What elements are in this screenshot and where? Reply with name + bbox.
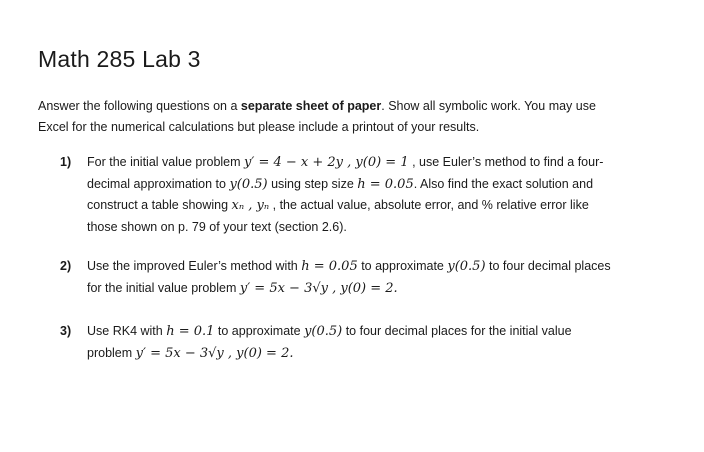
math-expression: y′ = 5x − 3√y , y(0) = 2. <box>239 280 398 296</box>
question-text: problem <box>87 345 136 360</box>
question-text: to four decimal places for the initial value <box>342 324 572 338</box>
question-number: 2) <box>60 259 72 273</box>
question-body <box>87 321 682 364</box>
question-text: Use the improved Euler’s method with <box>87 259 302 273</box>
question-text: to approximate <box>214 324 305 338</box>
instructions-text: Answer the following questions on a <box>38 99 241 113</box>
math-expression: y′ = 4 − x + 2y , y(0) = 1 <box>244 155 409 170</box>
question-number: 3) <box>60 324 72 338</box>
question-text: construct a table showing <box>87 198 232 212</box>
question-text: Use RK4 with <box>87 324 167 338</box>
math-expression: y(0.5) <box>447 259 486 274</box>
math-expression: y′ = 5x − 3√y , y(0) = 2. <box>135 345 294 361</box>
question-body <box>87 256 682 299</box>
question-body <box>87 152 682 237</box>
instructions-line-2: Excel for the numerical calculations but please include a printout of your results. <box>38 120 480 134</box>
question-line: those shown on p. 79 of your text (section 2.6). <box>87 219 347 234</box>
question-line <box>87 195 682 217</box>
math-expression: h = 0.1 <box>166 324 215 339</box>
page-title: Math 285 Lab 3 <box>38 46 201 72</box>
question-number: 1) <box>60 155 72 169</box>
math-expression: h = 0.05 <box>357 176 414 192</box>
question-line <box>87 256 682 278</box>
math-expression: y(0.5) <box>229 176 268 192</box>
question-text: For the initial value problem <box>87 155 245 169</box>
question-line <box>87 343 682 365</box>
instructions-emphasis: separate sheet of paper <box>240 99 382 113</box>
math-expression: h = 0.05 <box>301 259 358 274</box>
question-text: for the initial value problem <box>87 280 240 295</box>
question-line <box>87 174 682 196</box>
question-text: to four decimal places <box>485 259 611 273</box>
question-line <box>87 152 682 174</box>
instructions-paragraph <box>38 96 678 138</box>
question-text: . Also find the exact solution and <box>413 176 594 191</box>
instructions-text: . Show all symbolic work. You may use <box>381 99 596 113</box>
math-expression: y(0.5) <box>304 324 343 339</box>
question-text: , use Euler’s method to find a four- <box>408 155 604 169</box>
question-text: using step size <box>267 176 358 191</box>
question-line <box>87 321 682 343</box>
instructions-line-1 <box>38 96 678 117</box>
question-text: to approximate <box>357 259 448 273</box>
question-text: , the actual value, absolute error, and % relative error like <box>269 198 589 212</box>
math-expression: xₙ , yₙ <box>231 198 270 213</box>
question-line <box>87 278 682 300</box>
question-text: decimal approximation to <box>87 176 230 191</box>
